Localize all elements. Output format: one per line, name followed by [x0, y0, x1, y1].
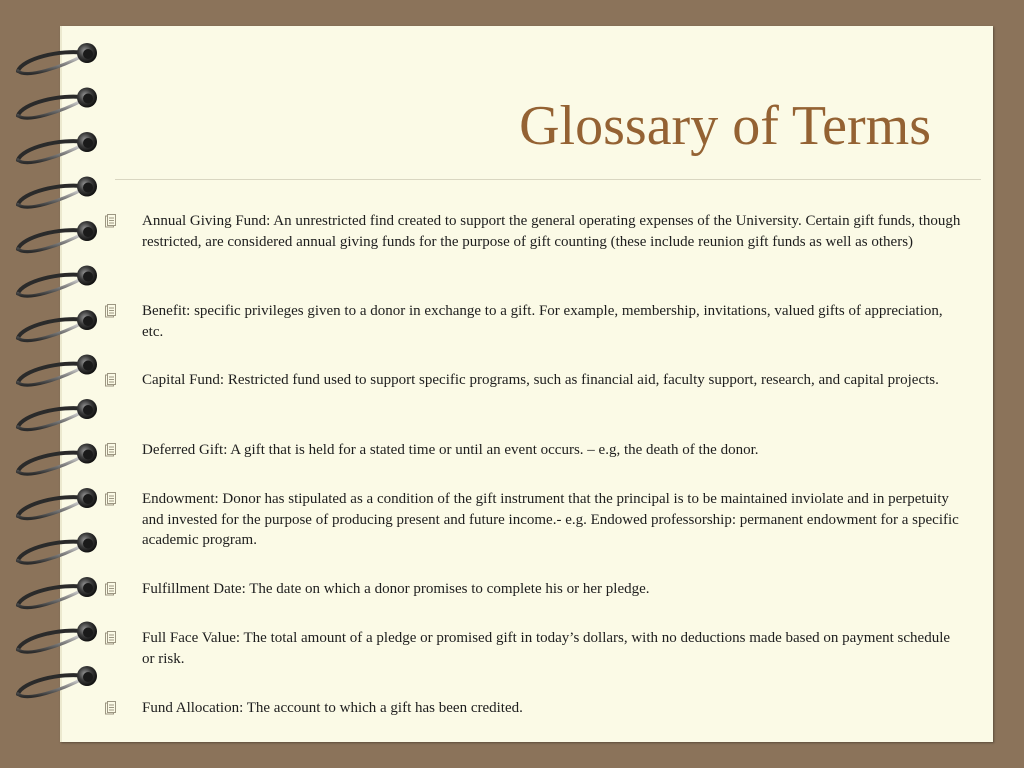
glossary-text: Capital Fund: Restricted fund used to support specific programs, such as financial aid, faculty support, research, and capital projects. — [142, 372, 939, 388]
glossary-item — [142, 628, 962, 669]
notepad-icon — [104, 492, 116, 506]
notepad-icon — [104, 701, 116, 715]
page-title: Glossary of Terms — [519, 95, 931, 157]
glossary-item — [142, 440, 962, 461]
glossary-item — [142, 211, 962, 252]
notepad-icon — [104, 373, 116, 387]
notepad-icon — [104, 304, 116, 318]
glossary-item — [142, 579, 962, 600]
glossary-item — [142, 370, 962, 391]
notepad-icon — [104, 214, 116, 228]
glossary-text: Benefit: specific privileges given to a donor in exchange to a gift. For example, membership, invitations, valued gifts of appreciation, etc. — [142, 303, 943, 340]
glossary-item — [142, 489, 962, 551]
notepad-icon — [104, 582, 116, 596]
glossary-text: Deferred Gift: A gift that is held for a stated time or until an event occurs. – e.g, the death of the donor. — [142, 442, 759, 458]
glossary-text: Fund Allocation: The account to which a gift has been credited. — [142, 700, 523, 716]
glossary-text: Annual Giving Fund: An unrestricted find created to support the general operating expenses of the University. Certain gift funds, though restricted, are considered annual giving funds for the purpose of gift counting (these include reunion gift funds as well as others) — [142, 213, 961, 250]
glossary-text: Endowment: Donor has stipulated as a condition of the gift instrument that the principal is to be maintained inviolate and in perpetuity and invested for the purpose of producing present and future income.- e.g. Endowed professorship: permanent endowment for a specific academic program. — [142, 491, 959, 548]
notepad-icon — [104, 631, 116, 645]
notepad-icon — [104, 443, 116, 457]
glossary-text: Fulfillment Date: The date on which a donor promises to complete his or her pledge. — [142, 581, 650, 597]
glossary-item — [142, 301, 962, 342]
glossary-text: Full Face Value: The total amount of a pledge or promised gift in today’s dollars, with no deductions made based on payment schedule or risk. — [142, 630, 951, 667]
glossary-item — [142, 698, 962, 719]
